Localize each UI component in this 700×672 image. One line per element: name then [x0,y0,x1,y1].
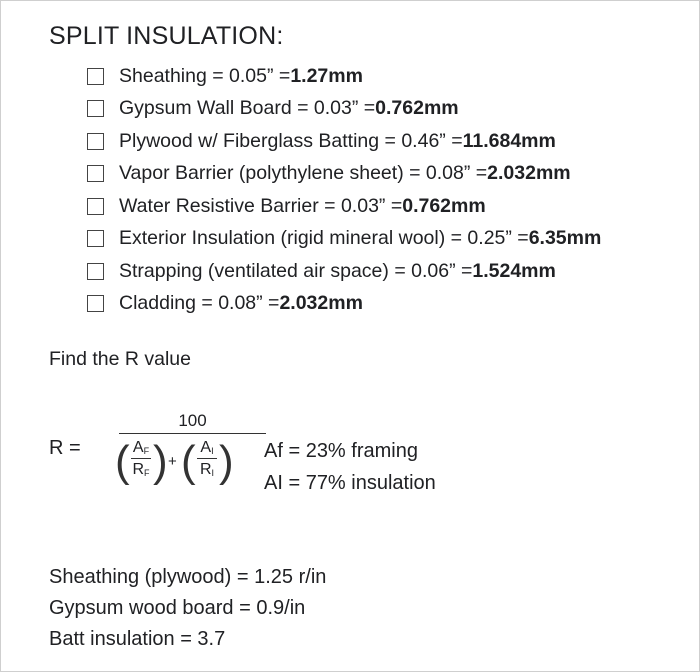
item-value: 0.762mm [402,194,486,217]
note-sheathing: Sheathing (plywood) = 1.25 r/in [49,566,327,588]
r-value-formula [49,405,489,505]
item-value: 2.032mm [487,162,571,185]
note-batt: Batt insulation = 3.7 [49,628,226,650]
paren-open: ( [181,437,196,486]
find-r-value-prompt: Find the R value [49,348,191,370]
checklist-item-gypsum [87,93,601,126]
item-label: Vapor Barrier (polythylene sheet) = 0.08” = [119,162,488,185]
checklist-item-vapor-barrier [87,158,601,191]
item-value: 1.27mm [290,64,363,87]
paren-close: ) [153,437,168,486]
insulation-term: $A_I$ $R_I$ [197,440,217,478]
item-label: Water Resistive Barrier = 0.03” = [119,194,403,217]
item-label: Strapping (ventilated air space) = 0.06” = [119,259,473,282]
checklist-item-exterior-insulation [87,223,601,256]
item-label: Plywood w/ Fiberglass Batting = 0.46” = [119,129,463,152]
item-label: Exterior Insulation (rigid mineral wool) = 0.25” = [119,227,529,250]
checkbox[interactable] [87,263,104,280]
layer-checklist [87,60,601,320]
plus-sign: + [168,453,177,470]
checkbox[interactable] [87,165,104,182]
area-definitions [264,435,436,499]
insulation-definition: AI = 77% insulation [264,472,436,494]
formula-lhs: R = [49,437,81,459]
formula-denominator [115,435,270,495]
formula-numerator: 100 [178,411,207,430]
r-value-notes [49,562,326,655]
formula-fraction [115,407,270,502]
item-value: 6.35mm [528,227,602,250]
item-value: 11.684mm [462,129,556,152]
checklist-item-plywood [87,125,601,158]
checklist-item-strapping [87,255,601,288]
item-value: 2.032mm [279,292,363,315]
checkbox[interactable] [87,295,104,312]
checklist-item-sheathing [87,60,601,93]
item-label: Gypsum Wall Board = 0.03” = [119,97,376,120]
checkbox[interactable] [87,68,104,85]
framing-definition: Af = 23% framing [264,440,418,462]
item-value: 1.524mm [472,259,556,282]
checkbox[interactable] [87,100,104,117]
framing-term: $A_F$ $R_F$ [132,439,150,478]
item-value: 0.762mm [375,97,459,120]
paren-close: ) [219,437,234,486]
checklist-item-cladding [87,288,601,321]
checkbox[interactable] [87,230,104,247]
checkbox[interactable] [87,133,104,150]
fraction-bar [119,433,266,434]
item-label: Cladding = 0.08” = [119,292,280,315]
paren-open: ( [115,437,130,486]
item-label: Sheathing = 0.05” = [119,64,291,87]
checklist-item-water-barrier [87,190,601,223]
page-title: SPLIT INSULATION: [49,22,284,50]
checkbox[interactable] [87,198,104,215]
note-gypsum: Gypsum wood board = 0.9/in [49,597,306,619]
